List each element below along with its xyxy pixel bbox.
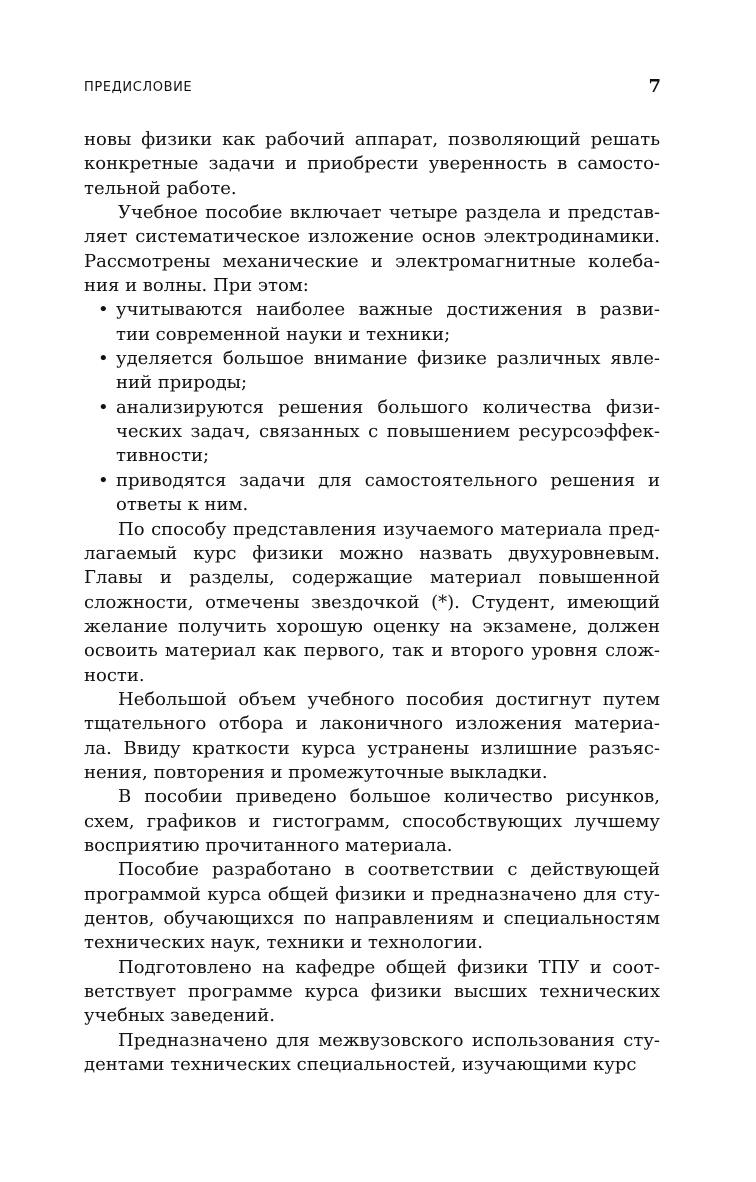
text-line: приводятся задачи для самостоятельного решения и	[116, 469, 660, 491]
page-body	[84, 128, 660, 1077]
paragraph-volume	[84, 688, 660, 785]
list-item-text	[116, 298, 660, 347]
paragraph-purpose	[84, 1029, 660, 1078]
text-line: ний природы;	[116, 372, 248, 394]
list-item-text	[116, 347, 660, 396]
text-line: Рассмотрены механические и электромагнитные колеба-	[84, 250, 660, 272]
running-title: ПРЕДИСЛОВИЕ	[84, 80, 193, 95]
paragraph-structure	[84, 201, 660, 298]
paragraph-program	[84, 858, 660, 955]
text-line: По способу представления изучаемого материала пред-	[118, 518, 660, 540]
text-line: ветствует программе курса физики высших технических	[84, 981, 660, 1003]
list-item	[84, 347, 660, 396]
text-line: программой курса общей физики и предназначено для сту-	[84, 883, 660, 905]
text-line: анализируются решения большого количества физи-	[116, 396, 660, 418]
paragraph-department	[84, 956, 660, 1029]
text-line: конкретные задачи и приобрести уверенность в самосто-	[84, 153, 660, 175]
paragraph-continuation	[84, 128, 660, 201]
text-line: ности.	[84, 664, 145, 686]
bullet-icon: •	[98, 348, 109, 370]
text-line: новы физики как рабочий аппарат, позволяющий решать	[84, 129, 660, 150]
text-line: учебных заведений.	[84, 1005, 275, 1027]
text-line: Предназначено для межвузовского использования сту-	[118, 1029, 660, 1051]
text-line: Пособие разработано в соответствии с действующей	[118, 859, 660, 881]
text-line: ответы к ним.	[116, 494, 249, 516]
text-line: дентов, обучающихся по направлениям и специальностям	[84, 908, 660, 929]
text-line: ляет систематическое изложение основ электродинамики.	[84, 226, 660, 248]
list-item-text	[116, 469, 660, 518]
text-line: уделяется большое внимание физике различных явле-	[116, 348, 660, 370]
text-line: Главы и разделы, содержащие материал повышенной	[84, 567, 660, 589]
list-item	[84, 298, 660, 347]
text-line: желание получить хорошую оценку на экзамене, должен	[84, 615, 660, 637]
text-line: технических наук, техники и технологии.	[84, 932, 483, 954]
text-line: дентами технических специальностей, изучающими курс	[84, 1054, 637, 1076]
feature-list	[84, 298, 660, 517]
bullet-icon: •	[98, 299, 109, 321]
text-line: тельной работе.	[84, 177, 237, 199]
text-line: Учебное пособие включает четыре раздела и представ-	[118, 202, 660, 224]
list-item	[84, 396, 660, 469]
text-line: лагаемый курс физики можно назвать двухуровневым.	[84, 542, 660, 564]
text-line: Небольшой объем учебного пособия достигнут путем	[118, 688, 660, 710]
text-line: восприятию прочитанного материала.	[84, 834, 453, 856]
bullet-icon: •	[98, 396, 109, 418]
text-line: ла. Ввиду краткости курса устранены излишние разъяс-	[84, 737, 660, 759]
page-number: 7	[648, 76, 661, 97]
text-line: ческих задач, связанных с повышением ресурсоэффек-	[116, 421, 660, 443]
text-line: В пособии приведено большое количество рисунков,	[118, 786, 660, 808]
text-line: учитываются наиболее важные достижения в разви-	[116, 299, 660, 321]
text-line: нения, повторения и промежуточные выкладки.	[84, 761, 548, 783]
text-line: тщательного отбора и лаконичного изложения материа-	[84, 713, 660, 735]
bullet-icon: •	[98, 469, 109, 491]
text-line: сложности, отмечены звездочкой (*). Студент, имеющий	[84, 591, 660, 613]
text-line: Подготовлено на кафедре общей физики ТПУ и соот-	[118, 956, 660, 978]
text-line: ния и волны. При этом:	[84, 275, 309, 297]
text-line: схем, графиков и гистограмм, способствующих лучшему	[84, 810, 660, 832]
running-header	[84, 76, 661, 98]
paragraph-levels	[84, 518, 660, 688]
list-item-text	[116, 396, 660, 469]
text-line: тивности;	[116, 445, 210, 467]
list-item	[84, 469, 660, 518]
text-line: тии современной науки и техники;	[116, 323, 451, 345]
paragraph-figures	[84, 785, 660, 858]
text-line: освоить материал как первого, так и второго уровня слож-	[84, 640, 660, 662]
